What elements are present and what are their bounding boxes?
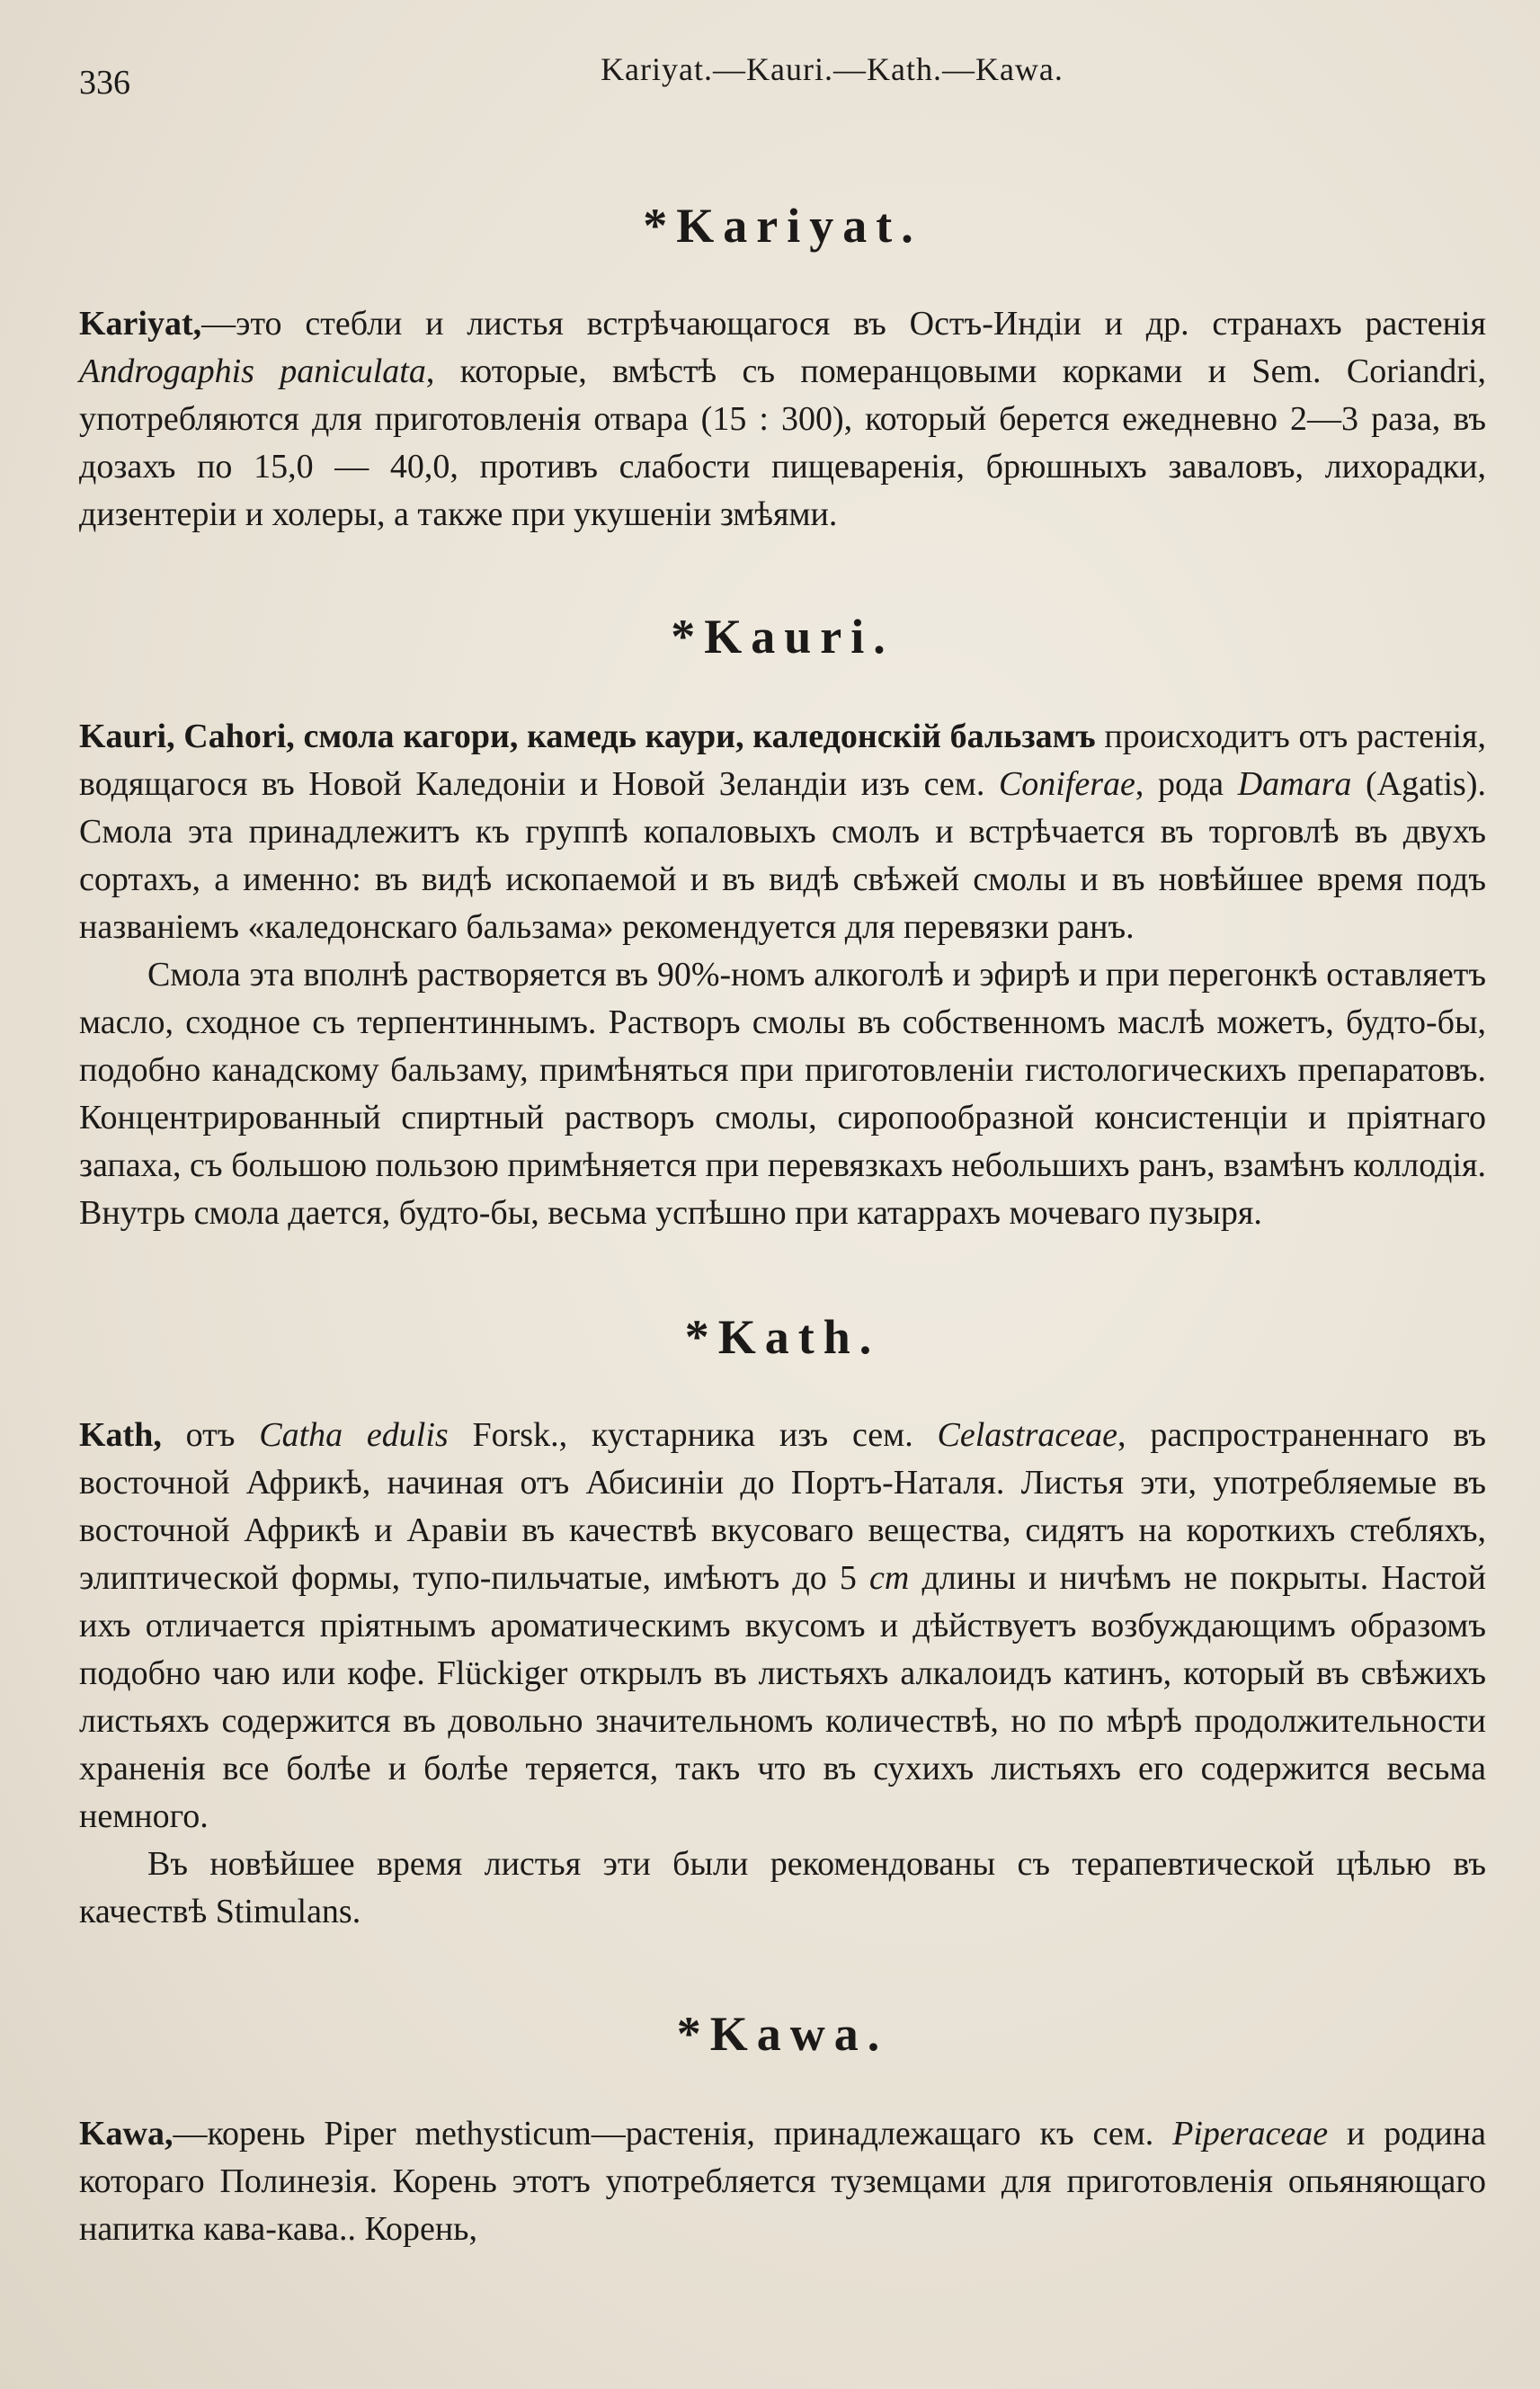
section-title-kauri: *Kauri. — [671, 610, 895, 664]
paragraph-kauri-2 — [79, 951, 1486, 1237]
text-run: длины и ничѣмъ не покрыты. Настой ихъ отличается пріятнымъ ароматическимъ вкусомъ и дѣйствуетъ возбуждающимъ образомъ подобно чаю или кофе. Flückiger открылъ въ листьяхъ алкалоидъ катинъ, который въ свѣжихъ листьяхъ содержится въ довольно значительномъ количествѣ, но по мѣрѣ продолжительности храненія все болѣе и болѣе теряется, такъ что въ сухихъ листьяхъ его содержится весьма немного. — [79, 1559, 1486, 1835]
text-run: (Agatis). Смола эта принадлежитъ къ группѣ копаловыхъ смолъ и встрѣчается въ торговлѣ въ двухъ сортахъ, а именно: въ видѣ ископаемой и въ видѣ свѣжей смолы и въ новѣйшее время подъ названіемъ «каледонскаго бальзама» рекомендуется для перевязки ранъ. — [79, 765, 1486, 946]
italic-term: Catha edulis — [259, 1416, 449, 1454]
italic-term: Celastraceae — [937, 1416, 1118, 1454]
paragraph-kawa — [79, 2110, 1486, 2253]
running-head — [79, 36, 1486, 108]
section-title-kariyat: *Kariyat. — [643, 199, 922, 253]
paragraph-kauri-1 — [79, 713, 1486, 951]
text-run: —корень Piper methysticum—растенія, принадлежащаго къ сем. — [173, 2115, 1173, 2153]
text-run: —это стебли и листья встрѣчающагося въ Остъ-Индіи и др. странахъ растенія — [201, 305, 1486, 343]
section-title-kath: *Kath. — [684, 1310, 881, 1364]
section-title-kawa: *Kawa. — [676, 2007, 889, 2061]
text-run: Forsk., кустарника изъ сем. — [448, 1416, 938, 1454]
headword: Kauri, Cahori, смола кагори, камедь каури, каледонскій бальзамъ — [79, 718, 1096, 755]
italic-term: Androgaphis paniculata — [79, 352, 426, 390]
text-run: , распространеннаго въ восточной Африкѣ, начиная отъ Абисиніи до Портъ-Наталя. Листья эти, употребляемые въ восточной Африкѣ и Аравіи въ качествѣ вкусоваго вещества, сидятъ на короткихъ стебляхъ, элиптической формы, тупо-пильчатые, имѣютъ до 5 — [79, 1416, 1486, 1597]
headword: Kariyat, — [79, 305, 202, 343]
page-number: 336 — [79, 64, 130, 102]
italic-term: Piperaceae — [1172, 2115, 1329, 2153]
paragraph-kath-2 — [79, 1841, 1486, 1936]
running-title: Kariyat.—Kauri.—Kath.—Kawa. — [601, 51, 1064, 87]
text-run: , рода — [1135, 765, 1238, 803]
text-run: отъ — [161, 1416, 260, 1454]
text-run: , которые, вмѣстѣ съ померанцовыми корками и Sem. Coriandri, употребляются для приготовленія отвара (15 : 300), который берется ежедневно 2—3 раза, въ дозахъ по 15,0 — 40,0, противъ слабости пищеваренія, брюшныхъ заваловъ, лихорадки, дизентеріи и холеры, а также при укушеніи змѣями. — [79, 352, 1486, 533]
headword: Kath, — [79, 1416, 162, 1454]
text-run: и родина котораго Полинезія. Корень этотъ употребляется туземцами для приготовленія опьяняющаго напитка кава-кава.. Корень, — [79, 2115, 1486, 2248]
text-run: Въ новѣйшее время листья эти были рекомендованы съ терапевтической цѣлью въ качествѣ Stimulans. — [79, 1845, 1486, 1930]
text-run: Смола эта вполнѣ растворяется въ 90%-номъ алкоголѣ и эфирѣ и при перегонкѣ оставляетъ масло, сходное съ терпентиннымъ. Растворъ смолы въ собственномъ маслѣ можетъ, будто-бы, подобно канадскому бальзаму, примѣняться при приготовленіи гистологическихъ препаратовъ. Концентрированный спиртный растворъ смолы, сиропообразной консистенціи и пріятнаго запаха, съ большою пользою примѣняется при перевязкахъ небольшихъ ранъ, взамѣнъ коллодія. Внутрь смола дается, будто-бы, весьма успѣшно при катаррахъ мочеваго пузыря. — [79, 956, 1486, 1232]
italic-term: Damara — [1237, 765, 1352, 803]
paragraph-kariyat — [79, 300, 1486, 539]
italic-term: Coniferae — [998, 765, 1135, 803]
headword: Kawa, — [79, 2115, 174, 2153]
paragraph-kath-1 — [79, 1412, 1486, 1841]
text-run: происходитъ отъ растенія, водящагося въ Новой Каледоніи и Новой Зеландіи изъ сем. — [79, 718, 1486, 803]
italic-term: cm — [869, 1559, 910, 1597]
